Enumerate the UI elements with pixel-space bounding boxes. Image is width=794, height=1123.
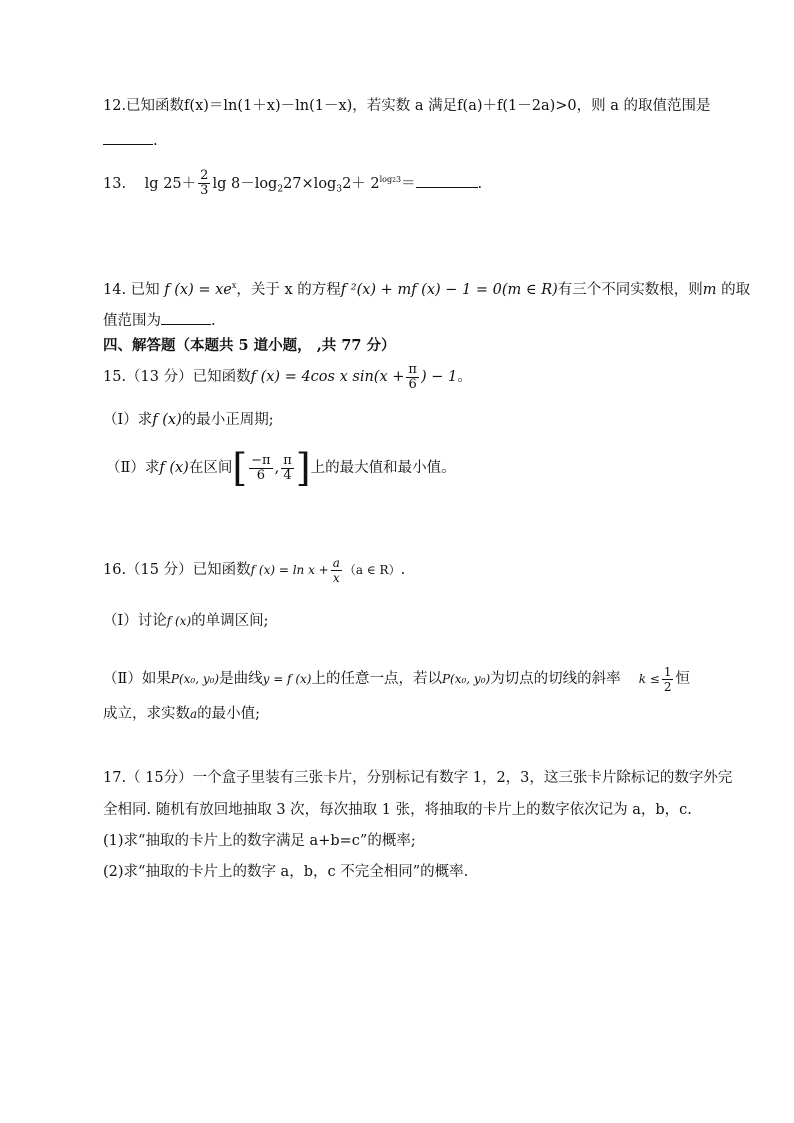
q13-answer-blank bbox=[416, 173, 478, 188]
q14-equation: f ²(x) + mf (x) − 1 = 0(m ∈ R) bbox=[340, 281, 558, 298]
q15-interval-frac2 bbox=[281, 454, 294, 483]
q14-line2 bbox=[103, 310, 216, 331]
q15-part1-c: 的最小正周期; bbox=[181, 412, 274, 428]
q14-text-a: 14. 已知 bbox=[103, 281, 160, 298]
q15-frac-den: 6 bbox=[408, 376, 417, 392]
q15-interval-frac1 bbox=[249, 454, 272, 483]
q15-stem-c: ) − 1 bbox=[420, 369, 458, 385]
q16-stem-end: . bbox=[400, 562, 406, 578]
q14-func: f (x) = xe bbox=[164, 281, 232, 298]
q15-part1 bbox=[103, 410, 274, 430]
q15-part2-d: 上的最大值和最小值。 bbox=[310, 460, 456, 476]
q16-point2: P(x₀, y₀) bbox=[441, 672, 491, 686]
q16-line2-c: 的最小值; bbox=[197, 706, 261, 722]
q14-func-sup: x bbox=[231, 281, 237, 290]
q16-point1: P(x₀, y₀) bbox=[170, 672, 220, 686]
q15-part2-a: （Ⅱ）求 bbox=[106, 460, 160, 476]
q16-curve: y = f (x) bbox=[262, 672, 312, 686]
q16-line2-a-var: a bbox=[190, 707, 198, 721]
q15-f2-den: 4 bbox=[283, 467, 292, 483]
q13-end: . bbox=[477, 175, 483, 192]
q16-part1 bbox=[103, 611, 269, 631]
q13-frac-num: 2 bbox=[200, 168, 209, 184]
q16-part1-c: 的单调区间; bbox=[191, 613, 269, 629]
q13-exp-sub: 2 bbox=[392, 177, 396, 184]
q17-line2: 全相同. 随机有放回地抽取 3 次，每次抽取 1 张，将抽取的卡片上的数字依次记为 a，b，c. bbox=[103, 802, 692, 818]
q14-text-c: ，关于 x 的方程 bbox=[236, 281, 341, 298]
q16-frac-den: x bbox=[332, 570, 340, 585]
q17-line1: 17.（ 15分）一个盒子里装有三张卡片，分别标记有数字 1，2，3，这三张卡片除标记的数字外完 bbox=[103, 770, 733, 786]
q16-part1-a: （Ⅰ）讨论 bbox=[103, 613, 167, 629]
q15-fraction bbox=[406, 363, 419, 392]
q16-slope-num: 1 bbox=[663, 664, 672, 679]
q16-part2-a: （Ⅱ）如果 bbox=[103, 671, 171, 687]
q13-sub2: 2 bbox=[277, 184, 284, 195]
q13-frac-den: 3 bbox=[200, 183, 209, 199]
q13-fraction bbox=[198, 169, 210, 198]
q16-part2-e: 上的任意一点，若以 bbox=[311, 671, 442, 687]
q13-line bbox=[103, 165, 482, 205]
q15-stem bbox=[103, 362, 472, 392]
q16-part1-func: f (x) bbox=[166, 614, 192, 628]
q15-f1-den: 6 bbox=[256, 467, 266, 483]
q16-line2-a: 成立，求实数 bbox=[103, 706, 190, 722]
q15-part2-c: 在区间 bbox=[188, 460, 233, 476]
q14-text-e: 有三个不同实数根，则 bbox=[557, 281, 703, 298]
q12-end: . bbox=[153, 133, 158, 149]
q16-part2-line1 bbox=[103, 664, 690, 694]
q14-end: . bbox=[211, 313, 216, 329]
q17-part2: (2)求“抽取的卡片上的数字 a，b，c 不完全相同”的概率. bbox=[103, 864, 469, 880]
q16-slope: k ≤ bbox=[638, 672, 660, 686]
section4-title: 四、解答题（本题共 5 道小题， ,共 77 分） bbox=[103, 337, 396, 354]
q15-part2-func: f (x) bbox=[159, 460, 189, 476]
q15-f1-num: −π bbox=[251, 452, 271, 468]
q13-exponent bbox=[380, 175, 401, 184]
q16-frac-num: a bbox=[332, 555, 340, 570]
q16-part2-i: 恒 bbox=[675, 671, 690, 687]
q15-f2-num: π bbox=[283, 452, 292, 468]
q14-text-g: 的取 bbox=[716, 281, 751, 298]
q12-line2 bbox=[103, 130, 158, 151]
q13-expr-c: 27×log bbox=[283, 175, 337, 192]
q15-stem-a: 15.（13 分）已知函数 bbox=[103, 369, 251, 385]
q16-fraction bbox=[331, 556, 342, 585]
q12-answer-blank bbox=[103, 130, 153, 145]
q16-part2-line2 bbox=[103, 704, 260, 724]
q15-part1-a: （Ⅰ）求 bbox=[103, 412, 153, 428]
q16-condition: （a ∈ R） bbox=[343, 563, 401, 577]
q17-part1: (1)求“抽取的卡片上的数字满足 a+b=c”的概率; bbox=[103, 833, 416, 849]
q13-number: 13. bbox=[103, 175, 127, 192]
q16-stem-a: 16.（15 分）已知函数 bbox=[103, 562, 251, 578]
q13-sub3: 3 bbox=[336, 184, 343, 195]
q15-part2 bbox=[106, 446, 456, 490]
right-bracket-icon: ] bbox=[295, 446, 311, 490]
q13-expr-b: lg 8－log bbox=[212, 175, 278, 192]
q15-stem-end: 。 bbox=[457, 369, 472, 385]
q14-line2-text: 值范围为 bbox=[103, 313, 161, 329]
q13-exp-log: log bbox=[379, 175, 393, 184]
q16-part2-c: 是曲线 bbox=[219, 671, 263, 687]
q13-expr-d: 2＋ 2 bbox=[342, 175, 380, 192]
q14-answer-blank bbox=[161, 310, 211, 325]
left-bracket-icon: [ bbox=[232, 446, 248, 490]
q14-m: m bbox=[702, 281, 717, 298]
q16-stem bbox=[103, 555, 405, 585]
q16-part2-g: 为切点的切线的斜率 bbox=[490, 671, 621, 687]
q13-expr-e: ＝ bbox=[401, 175, 416, 192]
q16-func: f (x) = ln x + bbox=[250, 563, 329, 577]
q15-stem-func: f (x) = 4cos x sin(x + bbox=[250, 369, 405, 385]
q16-slope-den: 2 bbox=[663, 679, 672, 694]
q14-line1 bbox=[103, 276, 750, 300]
q13-expr-a: lg 25＋ bbox=[144, 175, 197, 192]
q16-slope-frac bbox=[662, 665, 674, 694]
q15-part1-func: f (x) bbox=[152, 412, 182, 428]
q13-exp-end: 3 bbox=[395, 175, 402, 184]
q12-line1: 12.已知函数f(x)＝ln(1＋x)－ln(1－x)，若实数 a 满足f(a)＋f(1－2a)>0，则 a 的取值范围是 bbox=[103, 98, 711, 114]
q15-frac-num: π bbox=[408, 361, 417, 377]
q15-interval-comma: , bbox=[274, 460, 280, 476]
